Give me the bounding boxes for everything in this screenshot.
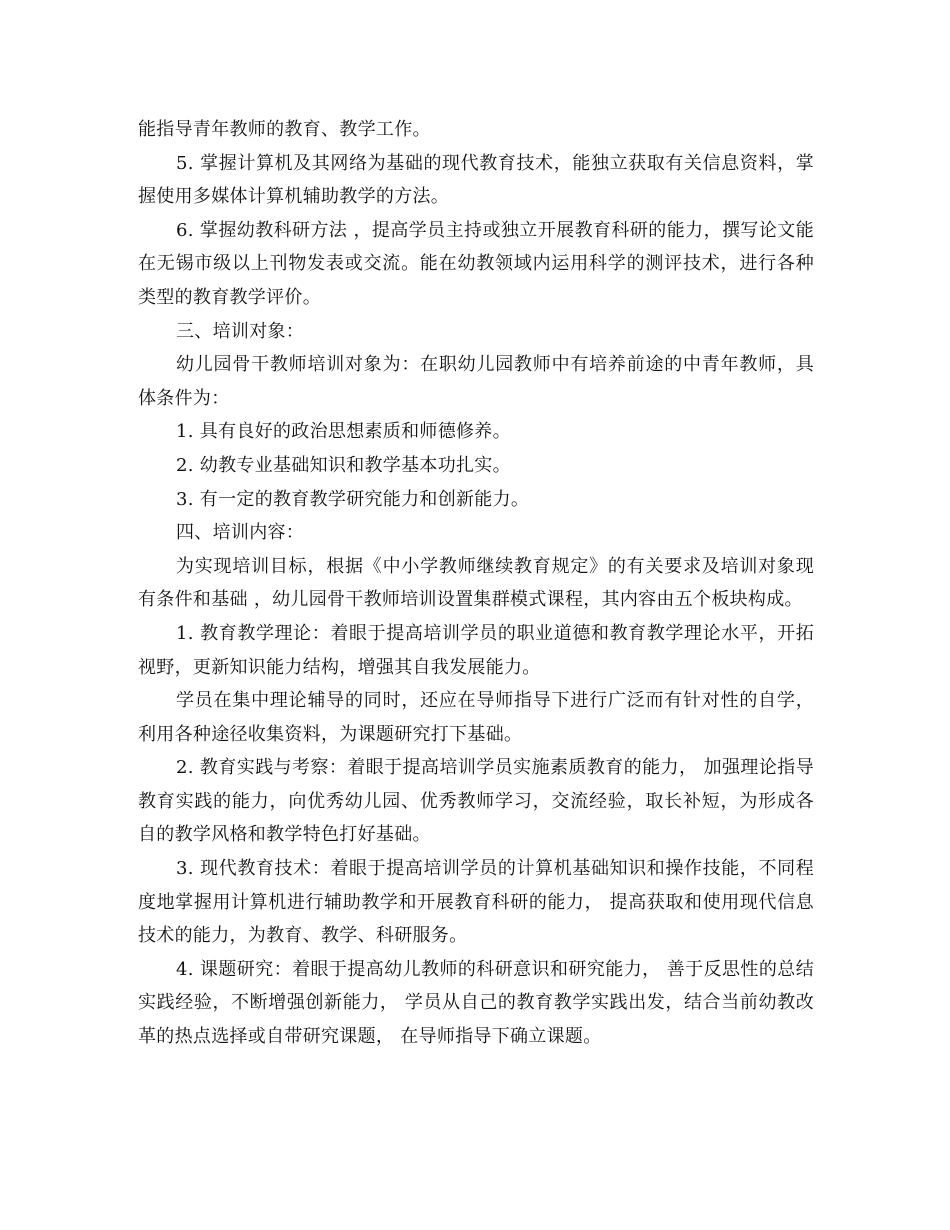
section-heading: 四、培训内容：	[176, 522, 305, 544]
list-item: 3. 现代教育技术：着眼于提高培训学员的计算机基础知识和操作技能，不同程度地掌握用计算机进行辅助教学和开展教育科研的能力， 提高获取和使用现代信息技术的能力，为教育、教学、科研服务。	[138, 858, 814, 947]
paragraph: 为实现培训目标，根据《中小学教师继续教育规定》的有关要求及培训对象现有条件和基础 ，幼儿园骨干教师培训设置集群模式课程，其内容由五个板块构成。	[138, 555, 814, 611]
section-heading: 三、培训对象：	[176, 320, 305, 342]
list-item: 1. 教育教学理论：着眼于提高培训学员的职业道德和教育教学理论水平，开拓视野，更新知识能力结构，增强其自我发展能力。	[138, 622, 814, 678]
list-item: 2. 幼教专业基础知识和教学基本功扎实。	[176, 454, 511, 476]
list-item: 1. 具有良好的政治思想素质和师德修养。	[176, 421, 511, 443]
paragraph: 5. 掌握计算机及其网络为基础的现代教育技术，能独立获取有关信息资料，掌握使用多媒体计算机辅助教学的方法。	[138, 152, 814, 208]
list-item: 2. 教育实践与考察：着眼于提高培训学员实施素质教育的能力， 加强理论指导教育实践的能力，向优秀幼儿园、优秀教师学习，交流经验，取长补短，为形成各自的教学风格和教学特色打好基础。	[138, 757, 814, 846]
list-item: 3. 有一定的教育教学研究能力和创新能力。	[176, 488, 530, 510]
list-item: 4. 课题研究：着眼于提高幼儿教师的科研意识和研究能力， 善于反思性的总结实践经验，不断增强创新能力， 学员从自己的教育教学实践出发，结合当前幼教改革的热点选择或自带研究课题， 在导师指导下确立课题。	[138, 958, 814, 1048]
paragraph: 能指导青年教师的教育、教学工作。	[138, 119, 431, 140]
document-page	[138, 113, 814, 1054]
paragraph: 6. 掌握幼教科研方法 ，提高学员主持或独立开展教育科研的能力，撰写论文能在无锡市级以上刊物发表或交流。能在幼教领域内运用科学的测评技术，进行各种类型的教育教学评价。	[138, 219, 814, 308]
paragraph: 幼儿园骨干教师培训对象为：在职幼儿园教师中有培养前途的中青年教师，具体条件为：	[138, 354, 814, 409]
paragraph: 学员在集中理论辅导的同时，还应在导师指导下进行广泛而有针对性的自学，利用各种途径收集资料，为课题研究打下基础。	[138, 690, 814, 745]
